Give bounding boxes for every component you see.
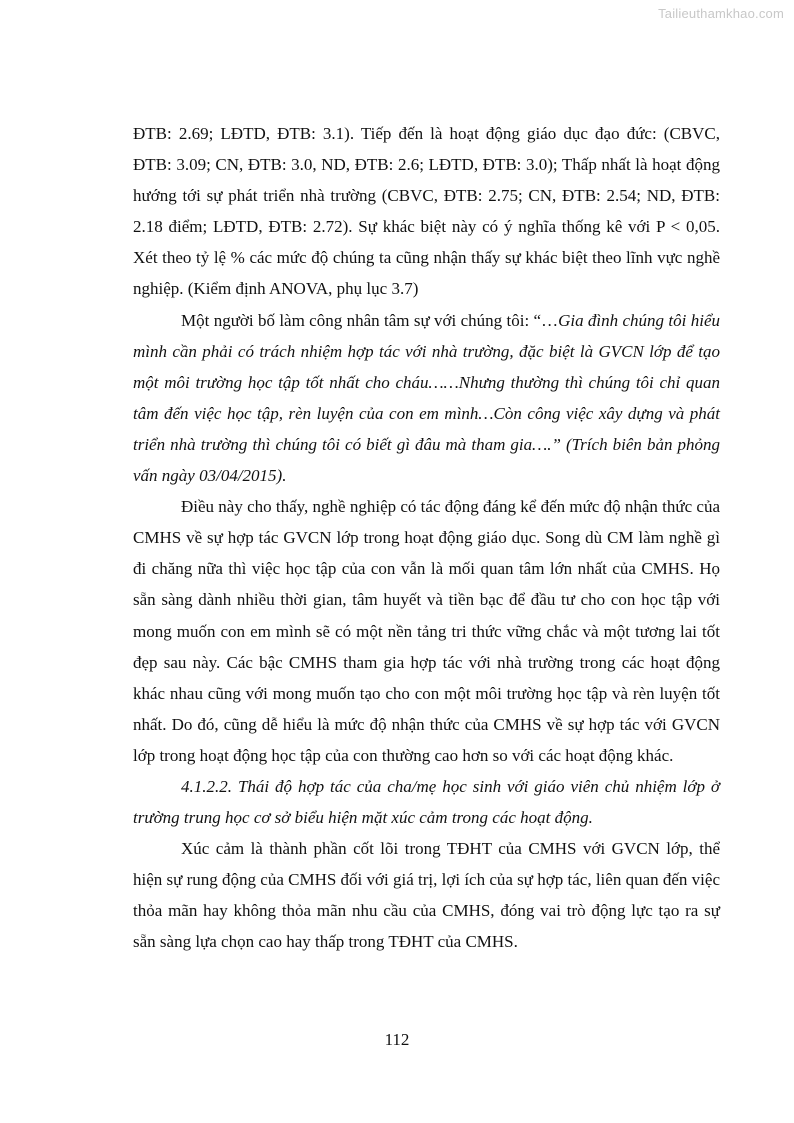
paragraph-interview-quote bbox=[133, 305, 720, 492]
quote-lead: Một người bố làm công nhân tâm sự với chúng tôi: “… bbox=[181, 310, 559, 330]
section-heading: 4.1.2.2. Thái độ hợp tác của cha/mẹ học sinh với giáo viên chủ nhiệm lớp ở trường trung học cơ sở biểu hiện mặt xúc cảm trong các hoạt động. bbox=[133, 776, 720, 828]
page-number: 112 bbox=[384, 1030, 410, 1049]
watermark: Tailieuthamkhao.com bbox=[658, 6, 784, 21]
quote-text: Gia đình chúng tôi hiểu mình cần phải có trách nhiệm hợp tác với nhà trường, đặc biệt là GVCN lớp để tạo một môi trường học tập tốt nhất cho cháu……Nhưng thường thì chúng tôi chỉ quan tâm đến việc học tập, rèn luyện của con em mình…Còn công việc xây dựng và phát triển nhà trường thì chúng tôi có biết gì đâu mà tham gia….” (Trích biên bản phỏng vấn ngày 03/04/2015). bbox=[133, 310, 720, 486]
paragraph-anova-results: ĐTB: 2.69; LĐTD, ĐTB: 3.1). Tiếp đến là hoạt động giáo dục đạo đức: (CBVC, ĐTB: 3.09; CN, ĐTB: 3.0, ND, ĐTB: 2.6; LĐTD, ĐTB: 3.0); Thấp nhất là hoạt động hướng tới sự phát triển nhà trường (CBVC, ĐTB: 2.75; CN, ĐTB: 2.54; ND, ĐTB: 2.18 điểm; LĐTD, ĐTB: 2.72). Sự khác biệt này có ý nghĩa thống kê với P < 0,05. Xét theo tỷ lệ % các mức độ chúng ta cũng nhận thấy sự khác biệt theo lĩnh vực nghề nghiệp. (Kiểm định ANOVA, phụ lục 3.7) bbox=[133, 124, 720, 299]
paragraph-emotion: Xúc cảm là thành phần cốt lõi trong TĐHT của CMHS với GVCN lớp, thể hiện sự rung động của CMHS đối với giá trị, lợi ích của sự hợp tác, liên quan đến việc thỏa mãn hay không thỏa mãn nhu cầu của CMHS, đóng vai trò động lực tạo ra sự sẵn sàng lựa chọn cao hay thấp trong TĐHT của CMHS. bbox=[133, 839, 720, 952]
paragraph-occupation-impact: Điều này cho thấy, nghề nghiệp có tác động đáng kể đến mức độ nhận thức của CMHS về sự hợp tác GVCN lớp trong hoạt động giáo dục. Song dù CM làm nghề gì đi chăng nữa thì việc học tập của con vẫn là mối quan tâm lớn nhất của CMHS. Họ sẵn sàng dành nhiều thời gian, tâm huyết và tiền bạc để đầu tư cho con học tập với mong muốn con em mình sẽ có một nền tảng tri thức vững chắc và một tương lai tốt đẹp sau này. Các bậc CMHS tham gia hợp tác với nhà trường trong các hoạt động khác nhau cũng với mong muốn tạo cho con một môi trường học tập và rèn luyện tốt nhất. Do đó, cũng dễ hiểu là mức độ nhận thức của CMHS về sự hợp tác với GVCN lớp trong hoạt động học tập của con thường cao hơn so với các hoạt động khác. bbox=[133, 497, 720, 765]
document-body bbox=[133, 118, 720, 958]
